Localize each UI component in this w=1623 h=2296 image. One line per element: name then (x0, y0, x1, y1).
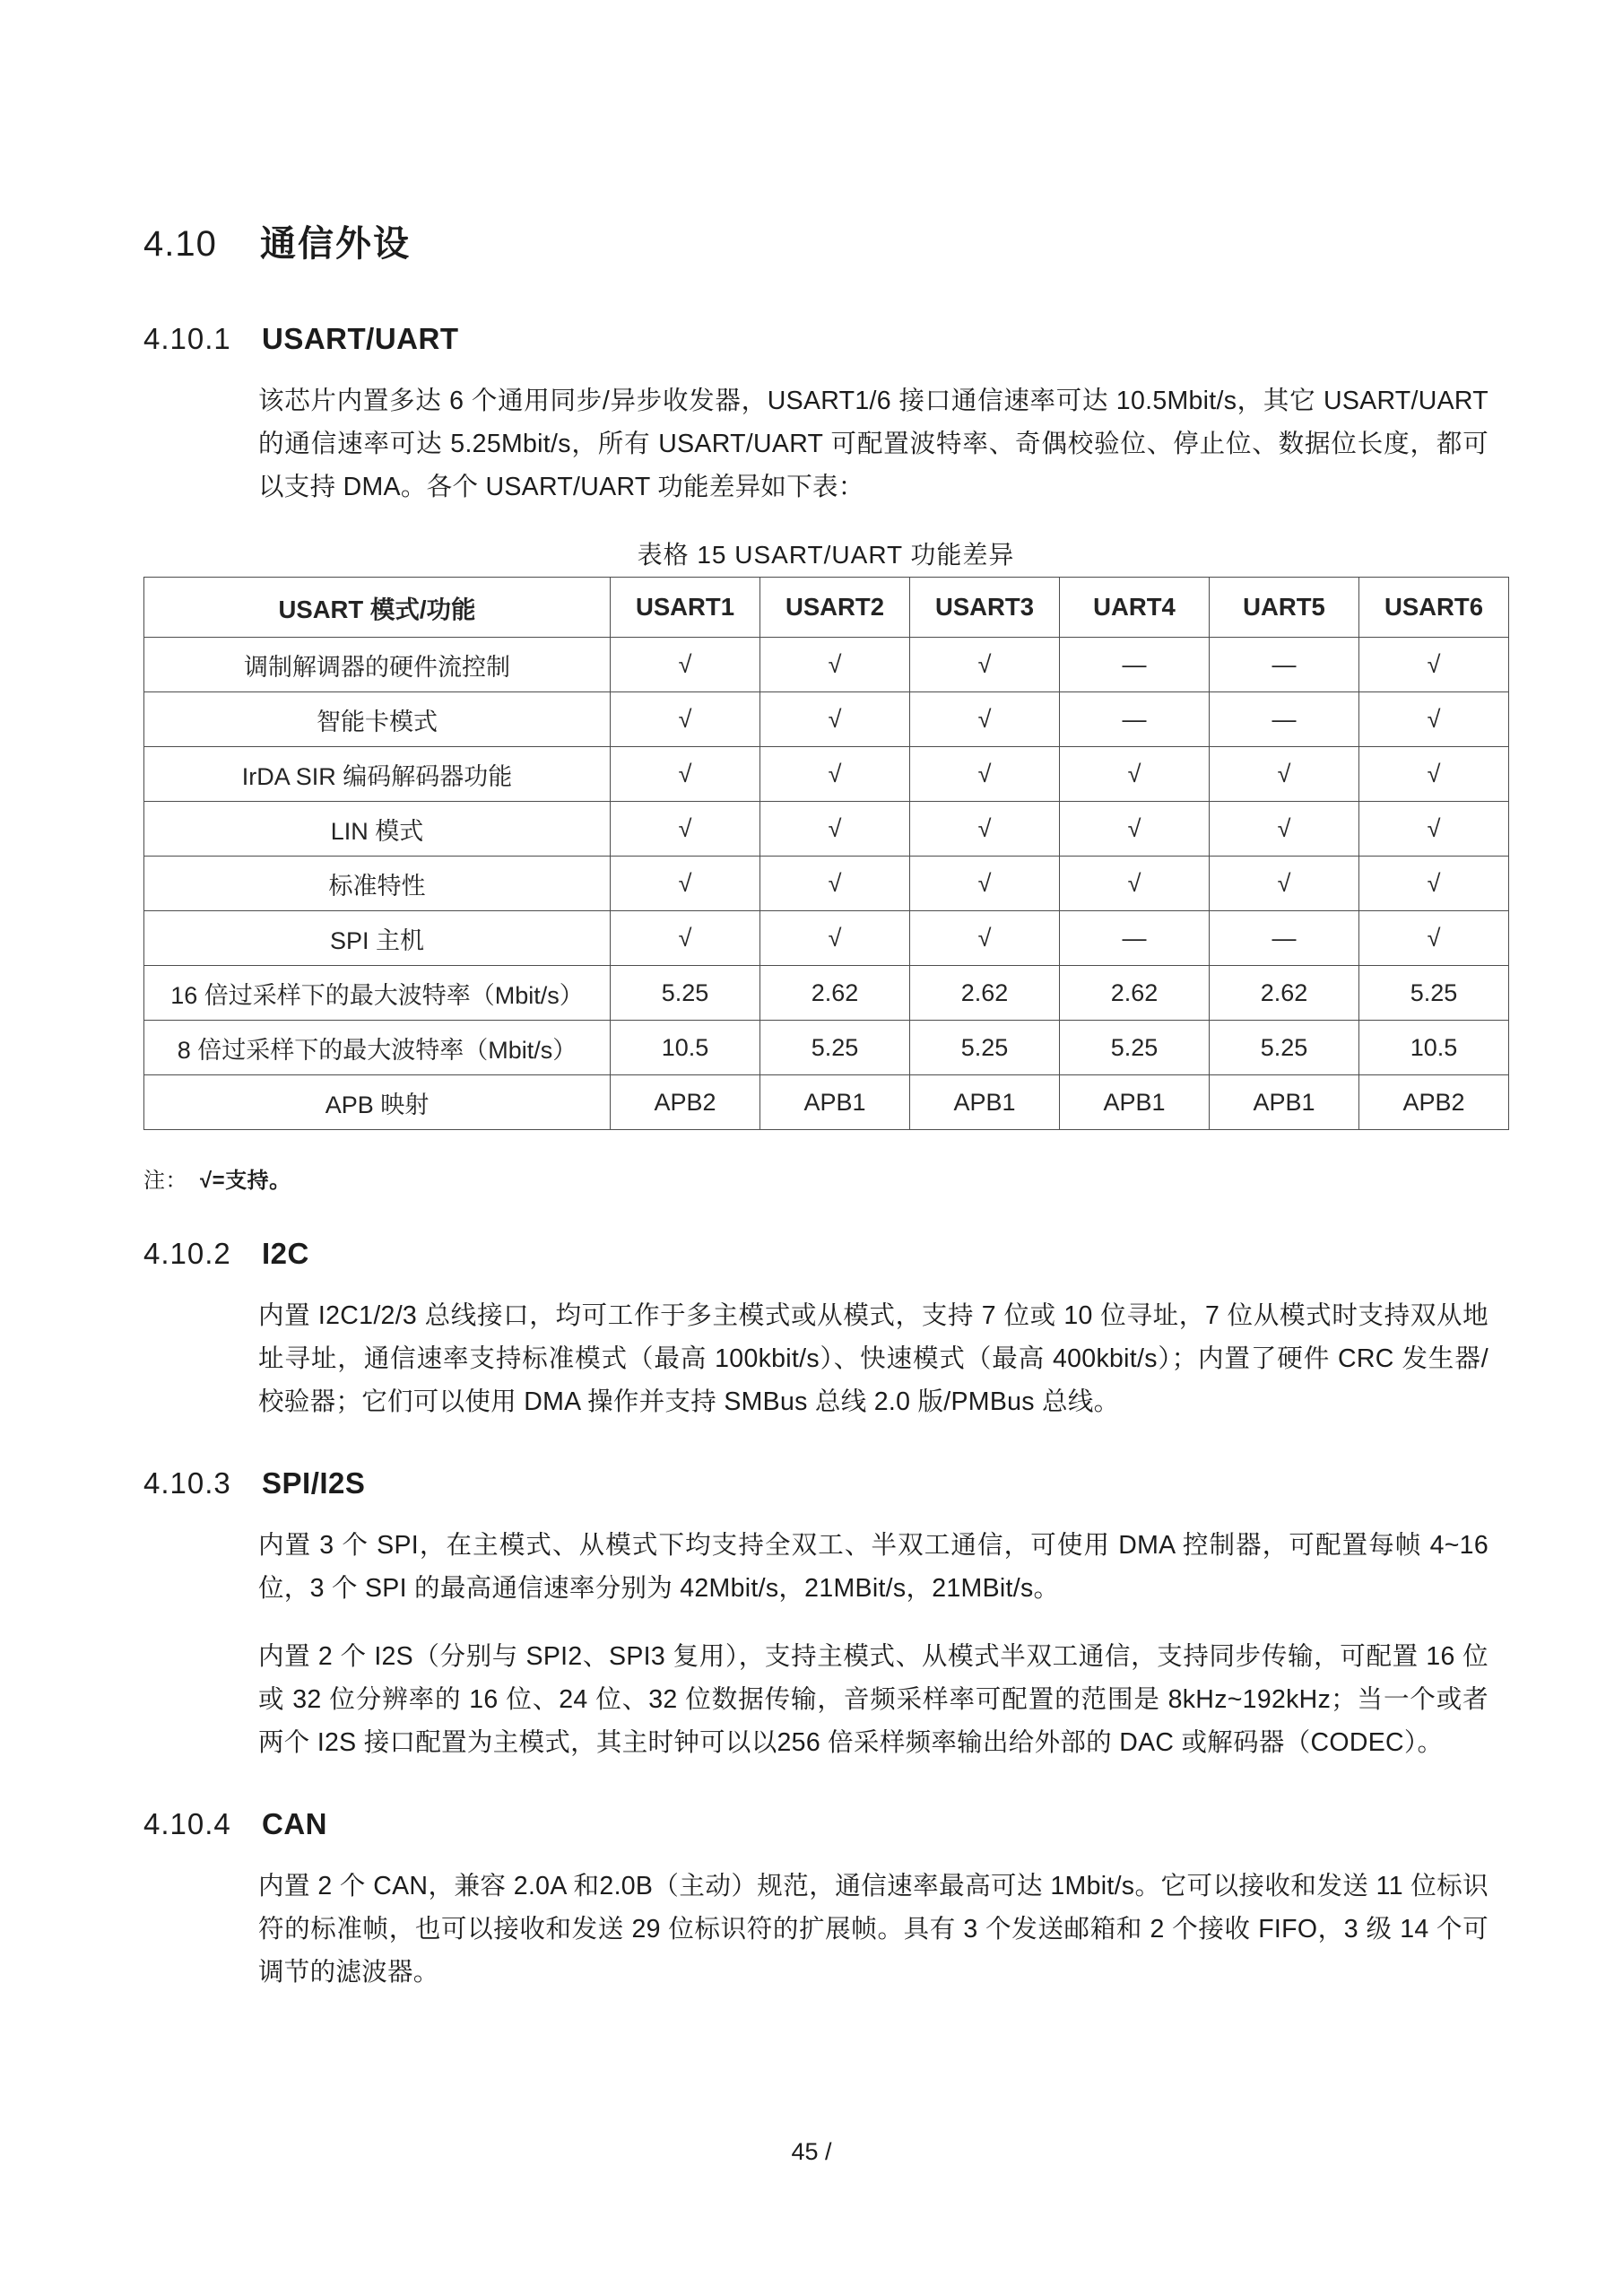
table-cell: √ (1060, 802, 1210, 857)
column-header-usart2: USART2 (760, 578, 910, 638)
table-cell: √ (760, 802, 910, 857)
subsection-usart-uart (143, 322, 1488, 1194)
table-cell: APB1 (760, 1075, 910, 1130)
subsection-title: USART/UART (262, 322, 459, 355)
table-cell: √ (1359, 802, 1509, 857)
table-row (144, 911, 1509, 966)
subsection-heading-usart-uart (143, 322, 1488, 356)
row-label: APB 映射 (144, 1075, 611, 1130)
table-cell: APB1 (910, 1075, 1060, 1130)
row-label: SPI 主机 (144, 911, 611, 966)
row-label: IrDA SIR 编码解码器功能 (144, 747, 611, 802)
table-cell: — (1060, 692, 1210, 747)
section-heading (143, 215, 1488, 266)
row-label: 智能卡模式 (144, 692, 611, 747)
column-header-usart3: USART3 (910, 578, 1060, 638)
table-cell: √ (910, 911, 1060, 966)
table-row (144, 1021, 1509, 1075)
table-cell: 2.62 (910, 966, 1060, 1021)
row-label: 标准特性 (144, 857, 611, 911)
table-cell: √ (611, 911, 760, 966)
table-cell: √ (611, 638, 760, 692)
column-header-usart1: USART1 (611, 578, 760, 638)
table-cell: 5.25 (611, 966, 760, 1021)
table-cell: 5.25 (1210, 1021, 1359, 1075)
table-cell: — (1210, 911, 1359, 966)
subsection-title: I2C (262, 1237, 309, 1270)
table-cell: 10.5 (611, 1021, 760, 1075)
table-cell: √ (1210, 802, 1359, 857)
table-cell: √ (1359, 911, 1509, 966)
table-cell: √ (910, 802, 1060, 857)
table-cell: 5.25 (910, 1021, 1060, 1075)
column-header-feature: USART 模式/功能 (144, 578, 611, 638)
table-cell: 5.25 (1359, 966, 1509, 1021)
column-header-uart5: UART5 (1210, 578, 1359, 638)
table-cell: 2.62 (1210, 966, 1359, 1021)
section-title: 通信外设 (260, 224, 411, 264)
table-row (144, 692, 1509, 747)
table-cell: √ (1359, 747, 1509, 802)
page-number: 45 / (791, 2138, 832, 2165)
subsection-number: 4.10.4 (143, 1807, 231, 1840)
subsection-heading-i2c (143, 1237, 1488, 1271)
table-row (144, 638, 1509, 692)
subsection-title: SPI/I2S (262, 1466, 366, 1500)
table-row (144, 1075, 1509, 1130)
table-cell: √ (1060, 857, 1210, 911)
table-note (143, 1162, 1488, 1194)
paragraph-can: 内置 2 个 CAN，兼容 2.0A 和2.0B（主动）规范，通信速率最高可达 1Mbit/s。它可以接收和发送 11 位标识符的标准帧，也可以接收和发送 29 位标识符的扩展帧。具有 3 个发送邮箱和 2 个接收 FIFO，3 级 14 个可调节的滤波器。 (258, 1872, 1488, 1987)
paragraph-usart-intro: 该芯片内置多达 6 个通用同步/异步收发器，USART1/6 接口通信速率可达 10.5Mbit/s，其它 USART/UART 的通信速率可达 5.25Mbit/s，所有 USART/UART 可配置波特率、奇偶校验位、停止位、数据位长度，都可以支持 DMA。各个 USART/UART 功能差异如下表： (258, 387, 1488, 501)
subsection-title: CAN (262, 1807, 327, 1840)
table-row (144, 857, 1509, 911)
table-cell: 10.5 (1359, 1021, 1509, 1075)
table-cell: √ (760, 692, 910, 747)
table-row (144, 802, 1509, 857)
table-cell: √ (910, 692, 1060, 747)
table-header-row (144, 578, 1509, 638)
column-header-uart4: UART4 (1060, 578, 1210, 638)
table-cell: √ (760, 857, 910, 911)
table-cell: √ (1359, 638, 1509, 692)
subsection-heading-can (143, 1807, 1488, 1841)
table-row (144, 966, 1509, 1021)
row-label: 调制解调器的硬件流控制 (144, 638, 611, 692)
row-label: 8 倍过采样下的最大波特率（Mbit/s） (144, 1021, 611, 1075)
table-cell: √ (910, 857, 1060, 911)
table-cell: √ (1359, 857, 1509, 911)
subsection-number: 4.10.2 (143, 1237, 231, 1270)
subsection-heading-spi-i2s (143, 1466, 1488, 1500)
table-cell: √ (1210, 857, 1359, 911)
table-cell: — (1210, 638, 1359, 692)
subsection-i2c (143, 1237, 1488, 1423)
table-cell: 2.62 (1060, 966, 1210, 1021)
table-cell: √ (611, 692, 760, 747)
subsection-number: 4.10.1 (143, 322, 231, 355)
table-caption: 表格 15 USART/UART 功能差异 (637, 541, 1015, 569)
table-cell: 2.62 (760, 966, 910, 1021)
paragraph-spi: 内置 3 个 SPI，在主模式、从模式下均支持全双工、半双工通信，可使用 DMA 控制器，可配置每帧 4~16 位，3 个 SPI 的最高通信速率分别为 42Mbit/s，21MBit/s，21MBit/s。 (258, 1531, 1488, 1603)
table-cell: √ (611, 747, 760, 802)
table-row (144, 747, 1509, 802)
table-cell: — (1060, 638, 1210, 692)
note-text: √=支持。 (200, 1169, 291, 1193)
paragraph-i2c: 内置 I2C1/2/3 总线接口，均可工作于多主模式或从模式，支持 7 位或 10 位寻址，7 位从模式时支持双从地址寻址，通信速率支持标准模式（最高 100kbit/s）、快速模式（最高 400kbit/s）；内置了硬件 CRC 发生器/校验器；它们可以使用 DMA 操作并支持 SMBus 总线 2.0 版/PMBus 总线。 (258, 1301, 1488, 1416)
table-cell: APB1 (1210, 1075, 1359, 1130)
table-cell: — (1210, 692, 1359, 747)
subsection-number: 4.10.3 (143, 1466, 231, 1500)
table-cell: √ (611, 802, 760, 857)
table-cell: √ (760, 638, 910, 692)
subsection-can (143, 1807, 1488, 1994)
table-cell: 5.25 (760, 1021, 910, 1075)
table-cell: APB2 (1359, 1075, 1509, 1130)
table-cell: √ (910, 638, 1060, 692)
subsection-spi-i2s (143, 1466, 1488, 1764)
table-cell: — (1060, 911, 1210, 966)
table-cell: √ (611, 857, 760, 911)
row-label: LIN 模式 (144, 802, 611, 857)
table-cell: 5.25 (1060, 1021, 1210, 1075)
table-cell: APB2 (611, 1075, 760, 1130)
paragraph-i2s: 内置 2 个 I2S（分别与 SPI2、SPI3 复用），支持主模式、从模式半双工通信，支持同步传输，可配置 16 位或 32 位分辨率的 16 位、24 位、32 位数据传输，音频采样率可配置的范围是 8kHz~192kHz；当一个或者两个 I2S 接口配置为主模式，其主时钟可以以256 倍采样频率输出给外部的 DAC 或解码器（CODEC）。 (258, 1642, 1488, 1757)
section-number: 4.10 (143, 224, 217, 264)
table-cell: APB1 (1060, 1075, 1210, 1130)
table-cell: √ (1060, 747, 1210, 802)
note-prefix: 注： (143, 1169, 187, 1193)
usart-feature-table (143, 577, 1509, 1130)
table-cell: √ (760, 911, 910, 966)
table-cell: √ (910, 747, 1060, 802)
table-cell: √ (1210, 747, 1359, 802)
table-cell: √ (760, 747, 910, 802)
column-header-usart6: USART6 (1359, 578, 1509, 638)
table-cell: √ (1359, 692, 1509, 747)
row-label: 16 倍过采样下的最大波特率（Mbit/s） (144, 966, 611, 1021)
